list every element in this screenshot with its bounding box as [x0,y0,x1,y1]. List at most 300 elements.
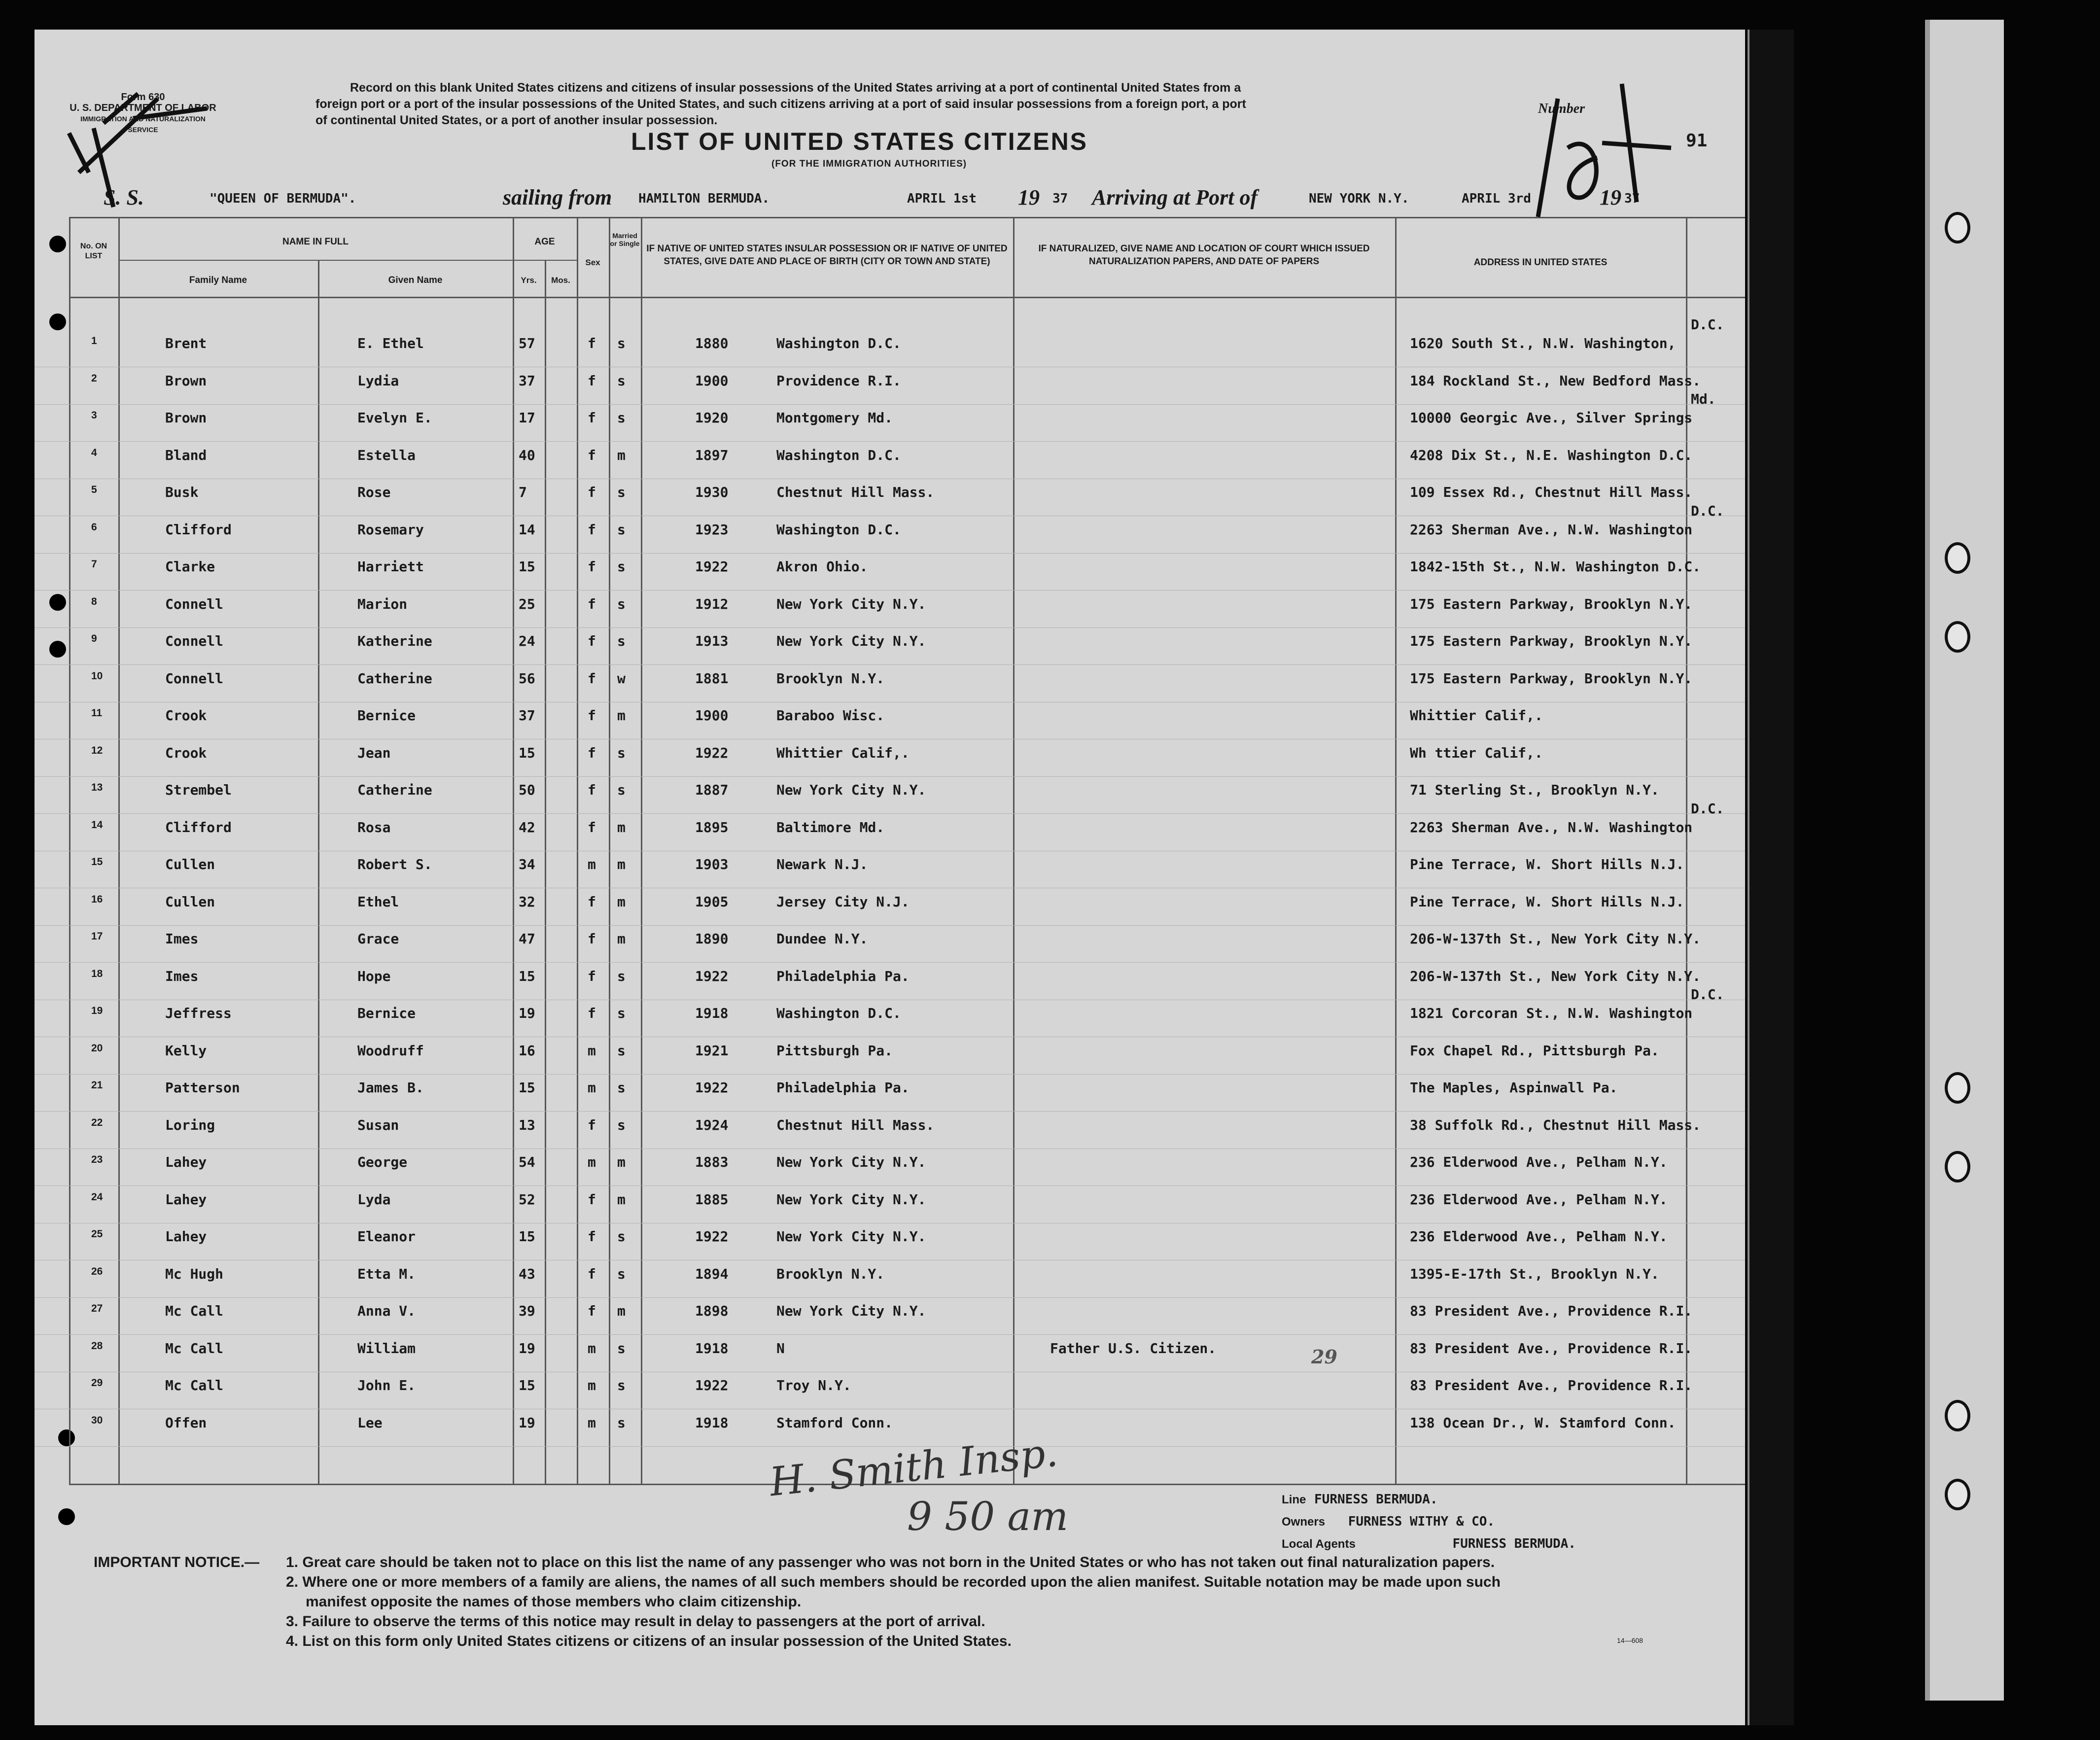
row-year: 1918 [695,1005,729,1021]
row-family: Busk [165,484,199,500]
row-no: 8 [91,595,97,607]
row-rule [35,1297,1745,1298]
notice-heading: IMPORTANT NOTICE.— [94,1554,260,1570]
row-age: 15 [519,1228,535,1245]
row-age: 14 [519,521,535,538]
row-year: 1885 [695,1191,729,1208]
row-sex: f [588,782,596,798]
row-year: 1922 [695,1079,729,1096]
row-family: Cullen [165,856,215,872]
row-ms: m [617,893,626,910]
row-year: 1922 [695,968,729,984]
row-given: Anna V. [357,1303,416,1319]
line-info [1282,1489,1725,1555]
binder-hole [58,1429,75,1446]
intro-line: Record on this blank United States citizens and citizens of insular possessions of the United States arriving at a port of continental United States from a [350,81,1241,95]
row-age: 24 [519,633,535,649]
row-sex: m [588,1340,596,1357]
row-no: 24 [91,1191,103,1203]
row-year: 1922 [695,1228,729,1245]
row-place: Chestnut Hill Mass. [776,1116,935,1133]
row-address: 38 Suffolk Rd., Chestnut Hill Mass. [1410,1116,1701,1133]
row-address: The Maples, Aspinwall Pa. [1410,1079,1618,1096]
row-sex: f [588,372,596,389]
row-ms: s [617,968,626,984]
arrival-port: NEW YORK N.Y. [1309,191,1409,206]
row-age: 15 [519,1079,535,1096]
row-address: Wh ttier Calif,. [1410,744,1543,761]
row-address-cont: D.C. [1691,800,1724,817]
row-place: Pittsburgh Pa. [776,1042,893,1059]
row-year: 1883 [695,1154,729,1170]
row-family: Connell [165,595,224,612]
row-given: Robert S. [357,856,432,872]
row-rule [35,441,1745,442]
row-age: 52 [519,1191,535,1208]
row-no: 15 [91,856,103,868]
binder-ring [1945,1072,1970,1104]
line-row [1282,1489,1725,1511]
intro-line: of continental United States, or a port of another insular possession. [315,113,718,127]
row-age: 16 [519,1042,535,1059]
row-ms: s [617,782,626,798]
header-given-name: Given Name [388,275,443,285]
row-given: Bernice [357,707,416,724]
row-sex: f [588,968,596,984]
row-place: New York City N.Y. [776,1303,926,1319]
row-sex: f [588,558,596,575]
row-given: Grace [357,931,399,947]
row-place: Montgomery Md. [776,410,893,426]
row-sex: f [588,484,596,500]
row-family: Clarke [165,558,215,575]
row-sex: f [588,335,596,351]
row-rule [35,404,1745,405]
row-no: 14 [91,819,103,831]
row-ms: m [617,856,626,872]
row-year: 1895 [695,819,729,835]
row-no: 7 [91,558,97,570]
row-place: New York City N.Y. [776,595,926,612]
row-family: Cullen [165,893,215,910]
row-ms: m [617,447,626,463]
row-sex: f [588,893,596,910]
row-sex: f [588,410,596,426]
row-address-cont: Md. [1691,391,1716,407]
row-place: Baltimore Md. [776,819,885,835]
row-sex: f [588,1303,596,1319]
row-rule [35,1148,1745,1149]
ss-label: S. S. [104,185,144,209]
row-no: 25 [91,1228,103,1240]
row-no: 12 [91,744,103,756]
ship-name: "QUEEN OF BERMUDA". [210,191,356,206]
row-ms: s [617,595,626,612]
row-ms: s [617,744,626,761]
row-place: Akron Ohio. [776,558,868,575]
row-rule [35,1111,1745,1112]
row-address-cont: D.C. [1691,986,1724,1003]
row-year: 1900 [695,707,729,724]
sailing-from-label: sailing from [503,185,612,209]
row-ms: s [617,633,626,649]
page-title: LIST OF UNITED STATES CITIZENS [631,128,1088,155]
row-sex: m [588,1414,596,1431]
row-place: Dundee N.Y. [776,931,868,947]
department: U. S. DEPARTMENT OF LABOR [70,103,216,113]
row-year: 1921 [695,1042,729,1059]
row-given: Rosa [357,819,391,835]
row-year: 1924 [695,1116,729,1133]
row-age: 37 [519,707,535,724]
row-year: 1920 [695,410,729,426]
row-no: 9 [91,633,97,644]
row-no: 22 [91,1116,103,1128]
row-ms: s [617,1265,626,1282]
row-sex: f [588,931,596,947]
row-rule [35,925,1745,926]
row-place: Providence R.I. [776,372,901,389]
row-place: Newark N.J. [776,856,868,872]
header-address: ADDRESS IN UNITED STATES [1473,257,1608,268]
row-family: Brown [165,372,207,389]
row-given: Jean [357,744,391,761]
row-place: N [776,1340,785,1357]
row-place: Washington D.C. [776,1005,901,1021]
row-year: 1898 [695,1303,729,1319]
owners-label: Owners [1282,1515,1326,1529]
row-age: 43 [519,1265,535,1282]
row-family: Clifford [165,819,232,835]
row-rule [35,962,1745,963]
row-ms: m [617,1303,626,1319]
row-family: Lahey [165,1154,207,1170]
row-sex: m [588,856,596,872]
row-place: New York City N.Y. [776,782,926,798]
row-sex: f [588,744,596,761]
row-no: 27 [91,1303,103,1314]
row-age: 15 [519,558,535,575]
row-year: 1880 [695,335,729,351]
row-sex: m [588,1154,596,1170]
row-family: Kelly [165,1042,207,1059]
row-given: Lyda [357,1191,391,1208]
row-family: Offen [165,1414,207,1431]
page-subtitle: (FOR THE IMMIGRATION AUTHORITIES) [771,159,967,169]
row-given: Rosemary [357,521,424,538]
row-family: Brent [165,335,207,351]
row-address: 184 Rockland St., New Bedford Mass. [1410,372,1701,389]
row-ms: s [617,1228,626,1245]
row-address: 71 Sterling St., Brooklyn N.Y. [1410,782,1659,798]
row-address: Whittier Calif,. [1410,707,1543,724]
header-years: Yrs. [521,276,537,285]
row-ms: s [617,484,626,500]
row-age: 17 [519,410,535,426]
row-given: Ethel [357,893,399,910]
row-address: 109 Essex Rd., Chestnut Hill Mass. [1410,484,1693,500]
binder-strip [1748,30,1794,1725]
header-birth: IF NATIVE OF UNITED STATES INSULAR POSSESSION OR IF NATIVE OF UNITED STATES, GIVE DATE AND PLACE OF BIRTH (CITY OR TOWN AND STATE) [646,244,1008,267]
row-place: New York City N.Y. [776,1228,926,1245]
row-age: 42 [519,819,535,835]
row-address: 2263 Sherman Ave., N.W. Washington [1410,521,1693,538]
row-rule [35,553,1745,554]
binder-ring [1945,212,1970,244]
row-no: 19 [91,1005,103,1016]
year-prefix: 19 [1600,185,1621,209]
row-address: 1821 Corcoran St., N.W. Washington [1410,1005,1693,1021]
row-given: Harriett [357,558,424,575]
row-given: Catherine [357,670,432,687]
row-address: 83 President Ave., Providence R.I. [1410,1340,1693,1357]
row-address-cont: D.C. [1691,502,1724,519]
row-family: Imes [165,931,199,947]
row-age: 19 [519,1005,535,1021]
name-subheader-rule [118,260,577,261]
row-ms: m [617,707,626,724]
row-family: Crook [165,744,207,761]
row-place: Philadelphia Pa. [776,1079,910,1096]
row-ms: m [617,1191,626,1208]
binder-ring [1945,542,1970,574]
row-family: Strembel [165,782,232,798]
row-no: 13 [91,782,103,793]
row-ms: m [617,1154,626,1170]
row-given: Lee [357,1414,383,1431]
row-address: 1395-E-17th St., Brooklyn N.Y. [1410,1265,1659,1282]
row-family: Connell [165,633,224,649]
row-address: 175 Eastern Parkway, Brooklyn N.Y. [1410,595,1693,612]
row-age: 37 [519,372,535,389]
row-no: 28 [91,1340,103,1352]
row-given: Catherine [357,782,432,798]
row-place: Baraboo Wisc. [776,707,885,724]
row-rule [35,1185,1745,1186]
binder-hole [49,641,66,658]
row-family: Loring [165,1116,215,1133]
row-place: New York City N.Y. [776,1154,926,1170]
row-age: 32 [519,893,535,910]
number-label: Number [1538,101,1585,116]
row-address: Pine Terrace, W. Short Hills N.J. [1410,893,1684,910]
row-sex: f [588,1191,596,1208]
row-no: 29 [91,1377,103,1389]
row-sex: f [588,707,596,724]
row-year: 1922 [695,744,729,761]
notice-item: 3. Failure to observe the terms of this notice may result in delay to passengers at the port of arrival. [286,1613,985,1630]
sheet-number: 91 [1686,131,1708,151]
row-year: 1922 [695,1377,729,1393]
arrival-date: APRIL 3rd [1462,191,1531,206]
arrival-year: 37 [1624,191,1640,206]
row-no: 23 [91,1154,103,1165]
row-sex: f [588,595,596,612]
row-given: Etta M. [357,1265,416,1282]
row-ms: s [617,335,626,351]
service: IMMIGRATION AND NATURALIZATION SERVICE [80,115,206,134]
row-address: 83 President Ave., Providence R.I. [1410,1303,1693,1319]
row-rule [35,776,1745,777]
line-label: Line [1282,1493,1306,1506]
row-ms: s [617,1116,626,1133]
row-given: John E. [357,1377,416,1393]
notice-item: 2. Where one or more members of a family are aliens, the names of all such members should be recorded upon the alien manifest. Suitable notation may be made upon such [286,1574,1501,1590]
row-place: New York City N.Y. [776,633,926,649]
row-sex: f [588,633,596,649]
row-year: 1922 [695,558,729,575]
form-number: Form 630 [121,92,165,103]
row-year: 1897 [695,447,729,463]
row-no: 4 [91,447,97,458]
arriving-label: Arriving at Port of [1092,185,1258,209]
row-ms: s [617,1079,626,1096]
row-family: Crook [165,707,207,724]
row-year: 1903 [695,856,729,872]
row-rule [35,1074,1745,1075]
row-no: 17 [91,931,103,942]
row-given: Estella [357,447,416,463]
row-given: George [357,1154,408,1170]
notice-list [286,1553,1715,1651]
row-age: 34 [519,856,535,872]
year-prefix: 19 [1018,185,1040,209]
row-sex: m [588,1377,596,1393]
row-no: 11 [91,707,103,719]
row-given: Lydia [357,372,399,389]
row-place: Jersey City N.J. [776,893,910,910]
row-no: 1 [91,335,97,347]
row-no: 5 [91,484,97,495]
row-age: 40 [519,447,535,463]
row-ms: s [617,1377,626,1393]
row-no: 6 [91,521,97,533]
row-place: Washington D.C. [776,447,901,463]
row-address: 2263 Sherman Ave., N.W. Washington [1410,819,1693,835]
row-ms: s [617,1414,626,1431]
binder-ring [1945,621,1970,653]
row-place: Brooklyn N.Y. [776,670,885,687]
notice-item: manifest opposite the names of those members who claim citizenship. [306,1594,802,1610]
departure-port: HAMILTON BERMUDA. [638,191,770,206]
row-address: 236 Elderwood Ave., Pelham N.Y. [1410,1191,1668,1208]
row-given: Woodruff [357,1042,424,1059]
row-address-cont: D.C. [1691,316,1724,333]
notice-item: 4. List on this form only United States citizens or citizens of an insular possession of the United States. [286,1633,1012,1649]
binder-ring [1945,1479,1970,1510]
binder-hole [58,1508,75,1525]
header-months: Mos. [551,276,570,285]
row-address: Pine Terrace, W. Short Hills N.J. [1410,856,1684,872]
row-ms: s [617,521,626,538]
binder-hole [49,313,66,330]
row-sex: f [588,1005,596,1021]
row-sex: f [588,819,596,835]
row-place: Chestnut Hill Mass. [776,484,935,500]
binder-hole [49,236,66,252]
owners-value: FURNESS WITHY & CO. [1348,1514,1495,1529]
row-address: 175 Eastern Parkway, Brooklyn N.Y. [1410,670,1693,687]
row-year: 1918 [695,1340,729,1357]
row-family: Mc Hugh [165,1265,224,1282]
row-ms: s [617,1340,626,1357]
row-sex: f [588,447,596,463]
line-value: FURNESS BERMUDA. [1314,1492,1438,1507]
row-rule [35,590,1745,591]
row-address: 206-W-137th St., New York City N.Y. [1410,968,1701,984]
row-age: 47 [519,931,535,947]
stamp-number: 29 [1311,1346,1337,1368]
row-ms: s [617,1042,626,1059]
row-no: 3 [91,410,97,421]
row-ms: m [617,819,626,835]
departure-year: 37 [1052,191,1068,206]
row-address: 4208 Dix St., N.E. Washington D.C. [1410,447,1693,463]
row-address: 10000 Georgic Ave., Silver Springs [1410,410,1693,426]
row-given: Bernice [357,1005,416,1021]
row-age: 15 [519,1377,535,1393]
row-age: 15 [519,968,535,984]
row-sex: f [588,1265,596,1282]
row-age: 56 [519,670,535,687]
row-no: 26 [91,1265,103,1277]
row-given: Susan [357,1116,399,1133]
row-age: 15 [519,744,535,761]
row-age: 54 [519,1154,535,1170]
row-age: 13 [519,1116,535,1133]
row-given: William [357,1340,416,1357]
row-address: Fox Chapel Rd., Pittsburgh Pa. [1410,1042,1659,1059]
agents-label: Local Agents [1282,1537,1356,1551]
row-address: 1620 South St., N.W. Washington, [1410,335,1676,351]
row-year: 1930 [695,484,729,500]
table-top-rule [69,217,1745,218]
owners-row [1282,1511,1725,1533]
row-given: James B. [357,1079,424,1096]
row-age: 57 [519,335,535,351]
row-ms: s [617,558,626,575]
row-family: Connell [165,670,224,687]
header-naturalization: IF NATURALIZED, GIVE NAME AND LOCATION OF COURT WHICH ISSUED NATURALIZATION PAPERS, AND DATE OF PAPERS [1038,244,1370,267]
row-no: 16 [91,893,103,905]
row-given: Rose [357,484,391,500]
row-address: 175 Eastern Parkway, Brooklyn N.Y. [1410,633,1693,649]
row-place: Brooklyn N.Y. [776,1265,885,1282]
header-marital-status: Married or Single [610,232,640,247]
row-rule [35,813,1745,814]
row-age: 19 [519,1414,535,1431]
row-given: Eleanor [357,1228,416,1245]
agents-row [1282,1533,1725,1555]
row-given: Hope [357,968,391,984]
header-family-name: Family Name [189,275,247,285]
col-rule [318,260,319,1484]
row-year: 1881 [695,670,729,687]
header-no-on-list: No. ON LIST [80,242,107,260]
row-no: 18 [91,968,103,979]
row-sex: m [588,1079,596,1096]
row-rule [35,664,1745,665]
row-sex: f [588,1228,596,1245]
row-age: 50 [519,782,535,798]
row-address: 83 President Ave., Providence R.I. [1410,1377,1693,1393]
row-address: 206-W-137th St., New York City N.Y. [1410,931,1701,947]
binder-ring [1945,1400,1970,1431]
row-sex: m [588,1042,596,1059]
binder-ring [1945,1151,1970,1183]
row-year: 1913 [695,633,729,649]
row-year: 1905 [695,893,729,910]
